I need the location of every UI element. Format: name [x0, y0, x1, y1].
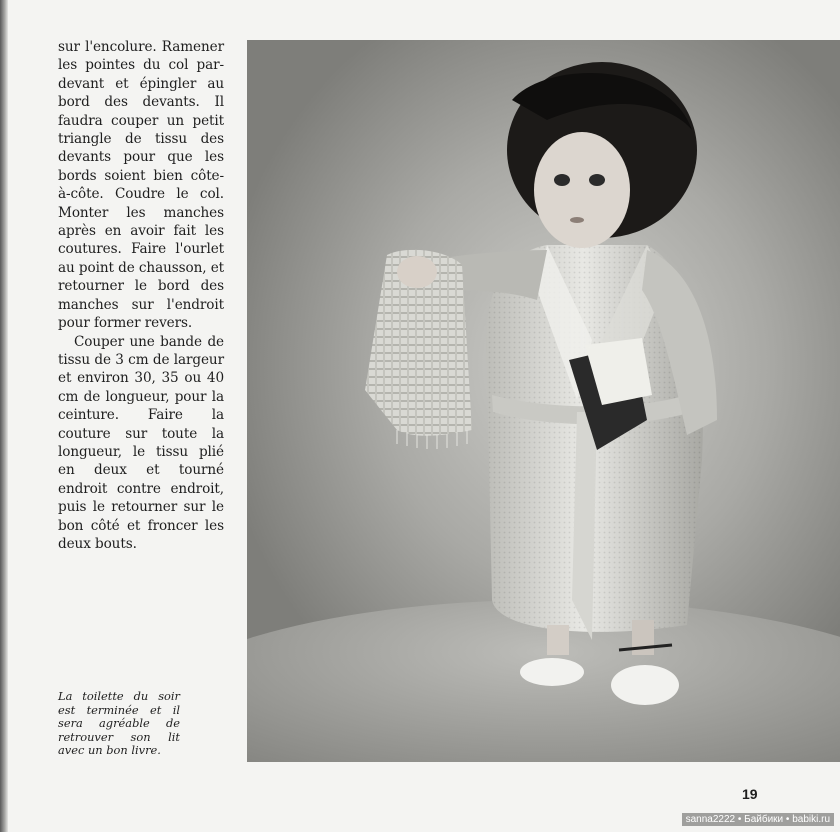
body-paragraph-2: Couper une bande de tissu de 3 cm de largeur et environ 30, 35 ou 40 cm de longueur, pour la ceinture. Faire la couture sur toute la longueur, le tissu plié en deux et tourné endroit contre endroit, puis le retourner sur le bon côté et froncer les deux bouts. — [58, 333, 224, 552]
doll-mouth — [570, 217, 584, 223]
page-number: 19 — [742, 786, 758, 802]
doll-photograph — [247, 40, 840, 762]
doll-shoe-right — [611, 665, 679, 705]
book-gutter-shadow — [0, 0, 8, 832]
site-watermark: sanna2222 • Байбики • babiki.ru — [682, 813, 834, 826]
doll-eye-right — [589, 174, 605, 186]
doll-shoe-left — [520, 658, 584, 686]
body-text-column — [58, 38, 224, 553]
photo-caption: La toilette du soir est terminée et il sera agréable de retrouver son lit avec un bon livre. — [58, 689, 180, 758]
doll-face — [534, 132, 630, 248]
doll-hand — [397, 256, 437, 288]
doll-illustration — [247, 40, 840, 762]
doll-eye-left — [554, 174, 570, 186]
body-paragraph-1: sur l'encolure. Ramener les pointes du col par-devant et épingler au bord des devants. Il faudra couper un petit triangle de tissu des devants pour que les bords soient bien côte-à-côte. Coudre le col. Monter les manches après en avoir fait les coutures. Faire l'ourlet au point de chausson, et retourner le bord des manches sur l'endroit pour former revers. — [58, 39, 224, 332]
doll-leg-left — [547, 625, 569, 655]
